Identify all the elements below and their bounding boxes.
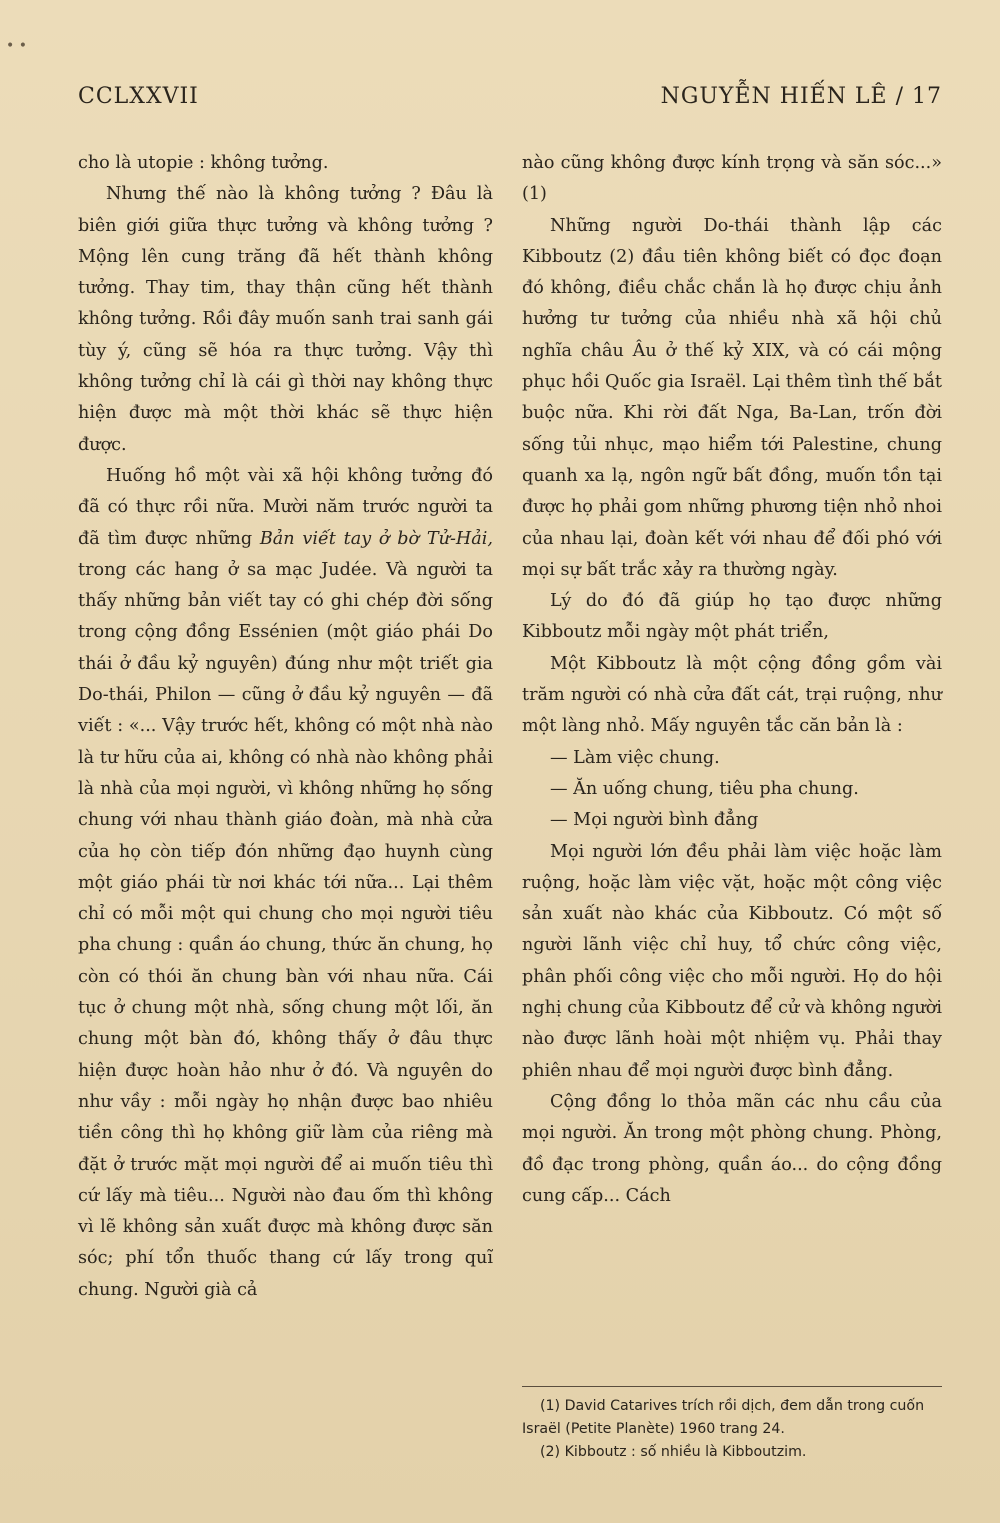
paragraph: Nhưng thế nào là không tưởng ? Đâu là biên giới giữa thực tưởng và không tưởng ? Mộng lên cung trăng đã hết thành không tưởng. Thay tim, thay thận cũng hết thành không tưởng. Rồi đây muốn sanh trai sanh gái tùy ý, cũng sẽ hóa ra thực tưởng. Vậy thì không tưởng chỉ là cái gì thời nay không thực hiện được mà một thời khác sẽ thực hiện được. — [78, 184, 493, 455]
list-item: — Làm việc chung. — [550, 747, 720, 768]
margin-marks: • • — [6, 38, 27, 54]
paragraph: Mọi người lớn đều phải làm việc hoặc làm ruộng, hoặc làm việc vặt, hoặc một công việc sản xuất nào khác của Kibboutz. Có một số người lãnh việc chỉ huy, tổ chức công việc, phân phối công việc cho mỗi người. Họ do hội nghị chung của Kibboutz để cử và không người nào được lãnh hoài một nhiệm vụ. Phải thay phiên nhau để mọi người được bình đẳng. — [522, 841, 942, 1081]
paragraph — [78, 461, 493, 1306]
page-header — [78, 84, 942, 120]
author-page-number: NGUYỄN HIẾN LÊ / 17 — [660, 84, 942, 109]
list-item: — Ăn uống chung, tiêu pha chung. — [550, 778, 859, 799]
list-item: — Mọi người bình đẳng — [550, 810, 759, 831]
paragraph: Một Kibboutz là một cộng đồng gồm vài trăm người có nhà cửa đất cát, trại ruộng, như một làng nhỏ. Mấy nguyên tắc căn bản là : — [522, 653, 942, 737]
page-number-roman: CCLXXVII — [78, 84, 199, 109]
paragraph-text: trong các hang ở sa mạc Judée. Và người ta thấy những bản viết tay có ghi chép đời sống trong cộng đồng Essénien (một giáo phái Do thái ở đầu kỷ nguyên) đúng như một triết gia Do-thái, Philon — cũng ở đầu kỷ nguyên — đã viết : «... Vậy trước hết, không có một nhà nào là tư hữu của ai, không có nhà nào không phải là nhà của mọi người, vì không những họ sống chung với nhau thành giáo đoàn, mà nhà cửa của họ còn tiếp đón những đạo huynh cùng một giáo phái từ nơi khác tới nữa... Lại thêm chỉ có mỗi một qui chung cho mọi người tiêu pha chung : quần áo chung, thức ăn chung, họ còn có thói ăn chung bàn với nhau nữa. Cái tục ở chung một nhà, sống chung một lối, ăn chung một bàn đó, không thấy ở đâu thực hiện được hoàn hảo như ở đó. Và nguyên do như vầy : mỗi ngày họ nhận được bao nhiêu tiền công thì họ không giữ làm của riêng mà đặt ở trước mặt mọi người để ai muốn tiêu thì cứ lấy mà tiêu... Người nào đau ốm thì không vì lẽ không sản xuất được mà không được săn sóc; phí tổn thuốc thang cứ lấy trong quĩ chung. Người già cả — [78, 559, 493, 1300]
paragraph: Lý do đó đã giúp họ tạo được những Kibboutz mỗi ngày một phát triển, — [522, 591, 942, 643]
paragraph: Những người Do-thái thành lập các Kibboutz (2) đầu tiên không biết có đọc đoạn đó không, điều chắc chắn là họ được chịu ảnh hưởng tư tưởng của nhiều nhà xã hội chủ nghĩa châu Âu ở thế kỷ XIX, và có cái mộng phục hồi Quốc gia Israël. Lại thêm tình thế bắt buộc nữa. Khi rời đất Nga, Ba-Lan, trốn đời sống tủi nhục, mạo hiểm tới Palestine, chung quanh xa lạ, ngôn ngữ bất đồng, muốn tồn tại được họ phải gom những phương tiện nhỏ nhoi của nhau lại, đoàn kết với nhau để đối phó với mọi sự bất trắc xảy ra thường ngày. — [522, 215, 942, 580]
paragraph: Cộng đồng lo thỏa mãn các nhu cầu của mọi người. Ăn trong một phòng chung. Phòng, đồ đạc trong phòng, quần áo... do cộng đồng cung cấp... Cách — [522, 1091, 942, 1206]
footnote: (2) Kibboutz : số nhiều là Kibboutzim. — [540, 1444, 807, 1460]
footnotes — [522, 1386, 942, 1464]
footnote: (1) David Catarives trích rồi dịch, đem dẫn trong cuốn Israël (Petite Planète) 1960 trang 24. — [522, 1398, 925, 1437]
italic-title: Bản viết tay ở bờ Tử-Hải, — [259, 528, 493, 549]
right-column — [522, 148, 942, 1212]
paragraph-text: Huống hồ một vài xã hội không tưởng đó đã có thực rồi nữa. Mười năm trước người ta đã tìm được những — [78, 465, 493, 549]
paragraph: nào cũng không được kính trọng và săn sóc...» (1) — [522, 153, 942, 205]
left-column — [78, 148, 493, 1306]
paragraph: cho là utopie : không tưởng. — [78, 153, 329, 173]
